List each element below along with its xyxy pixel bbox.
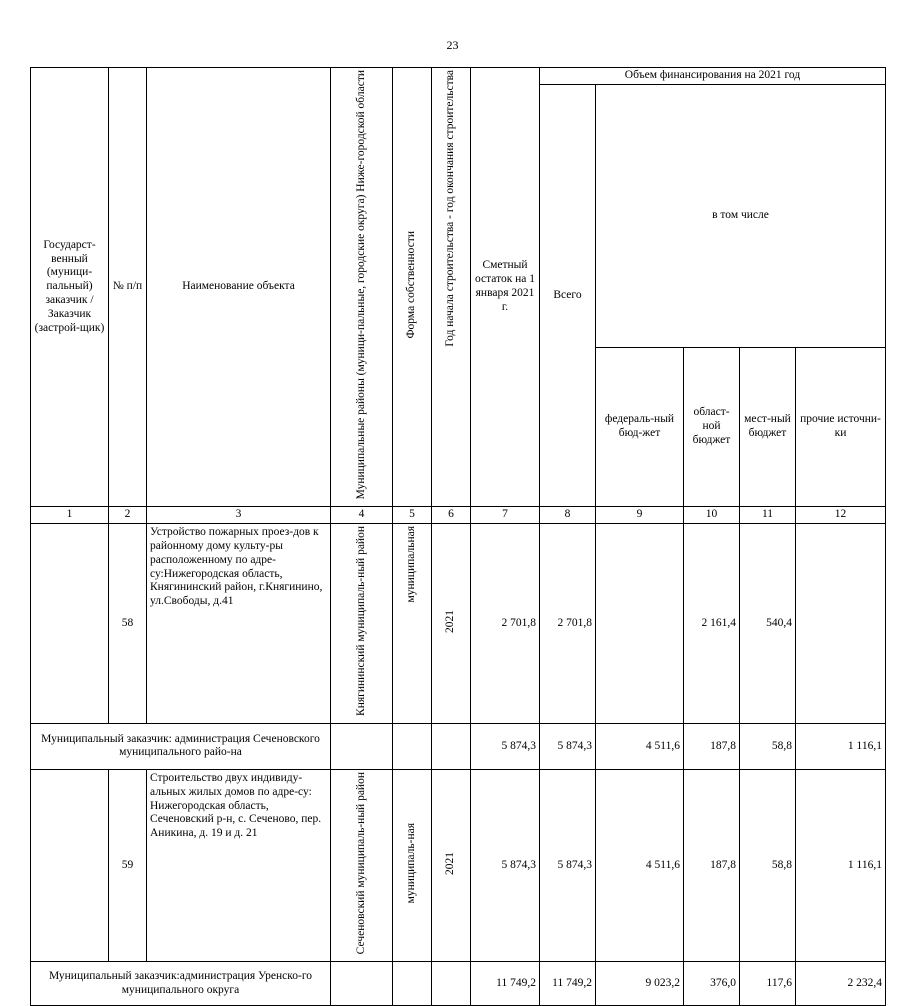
regional-value: 376,0 (684, 962, 740, 1006)
customer-label: Муниципальный заказчик: администрация Сеченовского муниципального райо-на (31, 723, 331, 769)
col-number: 9 (596, 507, 684, 524)
col-number: 3 (147, 507, 331, 524)
header-years: Год начала строительства - год окончания строительства (432, 68, 471, 507)
col-number: 2 (109, 507, 147, 524)
regional-value: 187,8 (684, 769, 740, 961)
header-funding-title: Объем финансирования на 2021 год (540, 68, 886, 85)
empty-cell (393, 962, 432, 1006)
years: 2021 (432, 524, 471, 724)
federal-value (596, 524, 684, 724)
header-total: Всего (540, 85, 596, 507)
ownership: муниципаль-ная (393, 769, 432, 961)
balance-value: 5 874,3 (471, 769, 540, 961)
header-balance: Сметный остаток на 1 января 2021 г. (471, 68, 540, 507)
col-number: 4 (331, 507, 393, 524)
total-value: 5 874,3 (540, 723, 596, 769)
header-district: Муниципальные районы (муници-пальные, городские округа) Ниже-городской области (331, 68, 393, 507)
other-value: 2 232,4 (796, 962, 886, 1006)
financing-table (30, 67, 886, 1006)
object-name: Устройство пожарных проез-дов к районному дому культу-ры расположенному по адре-су:Нижегородская область, Княгининский район, г.Княгинино, ул.Свободы, д.41 (147, 524, 331, 724)
col-number: 1 (31, 507, 109, 524)
total-value: 5 874,3 (540, 769, 596, 961)
total-value: 2 701,8 (540, 524, 596, 724)
col-number: 11 (740, 507, 796, 524)
col-number: 12 (796, 507, 886, 524)
col-number: 6 (432, 507, 471, 524)
customer-label: Муниципальный заказчик:администрация Уренско-го муниципального округа (31, 962, 331, 1006)
header-local: мест-ный бюджет (740, 348, 796, 507)
col-number: 7 (471, 507, 540, 524)
empty-cell (393, 723, 432, 769)
header-number: № п/п (109, 68, 147, 507)
federal-value: 9 023,2 (596, 962, 684, 1006)
local-value: 58,8 (740, 769, 796, 961)
other-value (796, 524, 886, 724)
other-value: 1 116,1 (796, 723, 886, 769)
col-number: 5 (393, 507, 432, 524)
federal-value: 4 511,6 (596, 769, 684, 961)
header-object-name: Наименование объекта (147, 68, 331, 507)
balance-value: 2 701,8 (471, 524, 540, 724)
row-number: 59 (109, 769, 147, 961)
row-number: 58 (109, 524, 147, 724)
balance-value: 11 749,2 (471, 962, 540, 1006)
regional-value: 2 161,4 (684, 524, 740, 724)
total-value: 11 749,2 (540, 962, 596, 1006)
col-number: 10 (684, 507, 740, 524)
empty-cell (331, 962, 393, 1006)
local-value: 117,6 (740, 962, 796, 1006)
table-row (31, 524, 886, 724)
page-number: 23 (446, 38, 459, 52)
header-customer: Государст-венный (муници-пальный) заказчик / Заказчик (застрой-щик) (31, 68, 109, 507)
table-row (31, 769, 886, 961)
ownership: муниципальная (393, 524, 432, 724)
regional-value: 187,8 (684, 723, 740, 769)
customer-row (31, 723, 886, 769)
col-number: 8 (540, 507, 596, 524)
empty-cell (331, 723, 393, 769)
balance-value: 5 874,3 (471, 723, 540, 769)
header-ownership: Форма собственности (393, 68, 432, 507)
district: Сеченовский муниципаль-ный район (331, 769, 393, 961)
customer-cell (31, 524, 109, 724)
local-value: 540,4 (740, 524, 796, 724)
local-value: 58,8 (740, 723, 796, 769)
object-name: Строительство двух индивиду-альных жилых домов по адре-су: Нижегородская область, Сеченовский р-н, с. Сеченово, пер. Аникина, д. 19 и д. 21 (147, 769, 331, 961)
column-number-row (31, 507, 886, 524)
empty-cell (432, 723, 471, 769)
customer-row (31, 962, 886, 1006)
header-other: прочие источни-ки (796, 348, 886, 507)
years: 2021 (432, 769, 471, 961)
customer-cell (31, 769, 109, 961)
header-including: в том числе (596, 85, 886, 348)
header-federal: федераль-ный бюд-жет (596, 348, 684, 507)
header-regional: област-ной бюджет (684, 348, 740, 507)
federal-value: 4 511,6 (596, 723, 684, 769)
other-value: 1 116,1 (796, 769, 886, 961)
district: Княгининский муниципаль-ный район (331, 524, 393, 724)
empty-cell (432, 962, 471, 1006)
